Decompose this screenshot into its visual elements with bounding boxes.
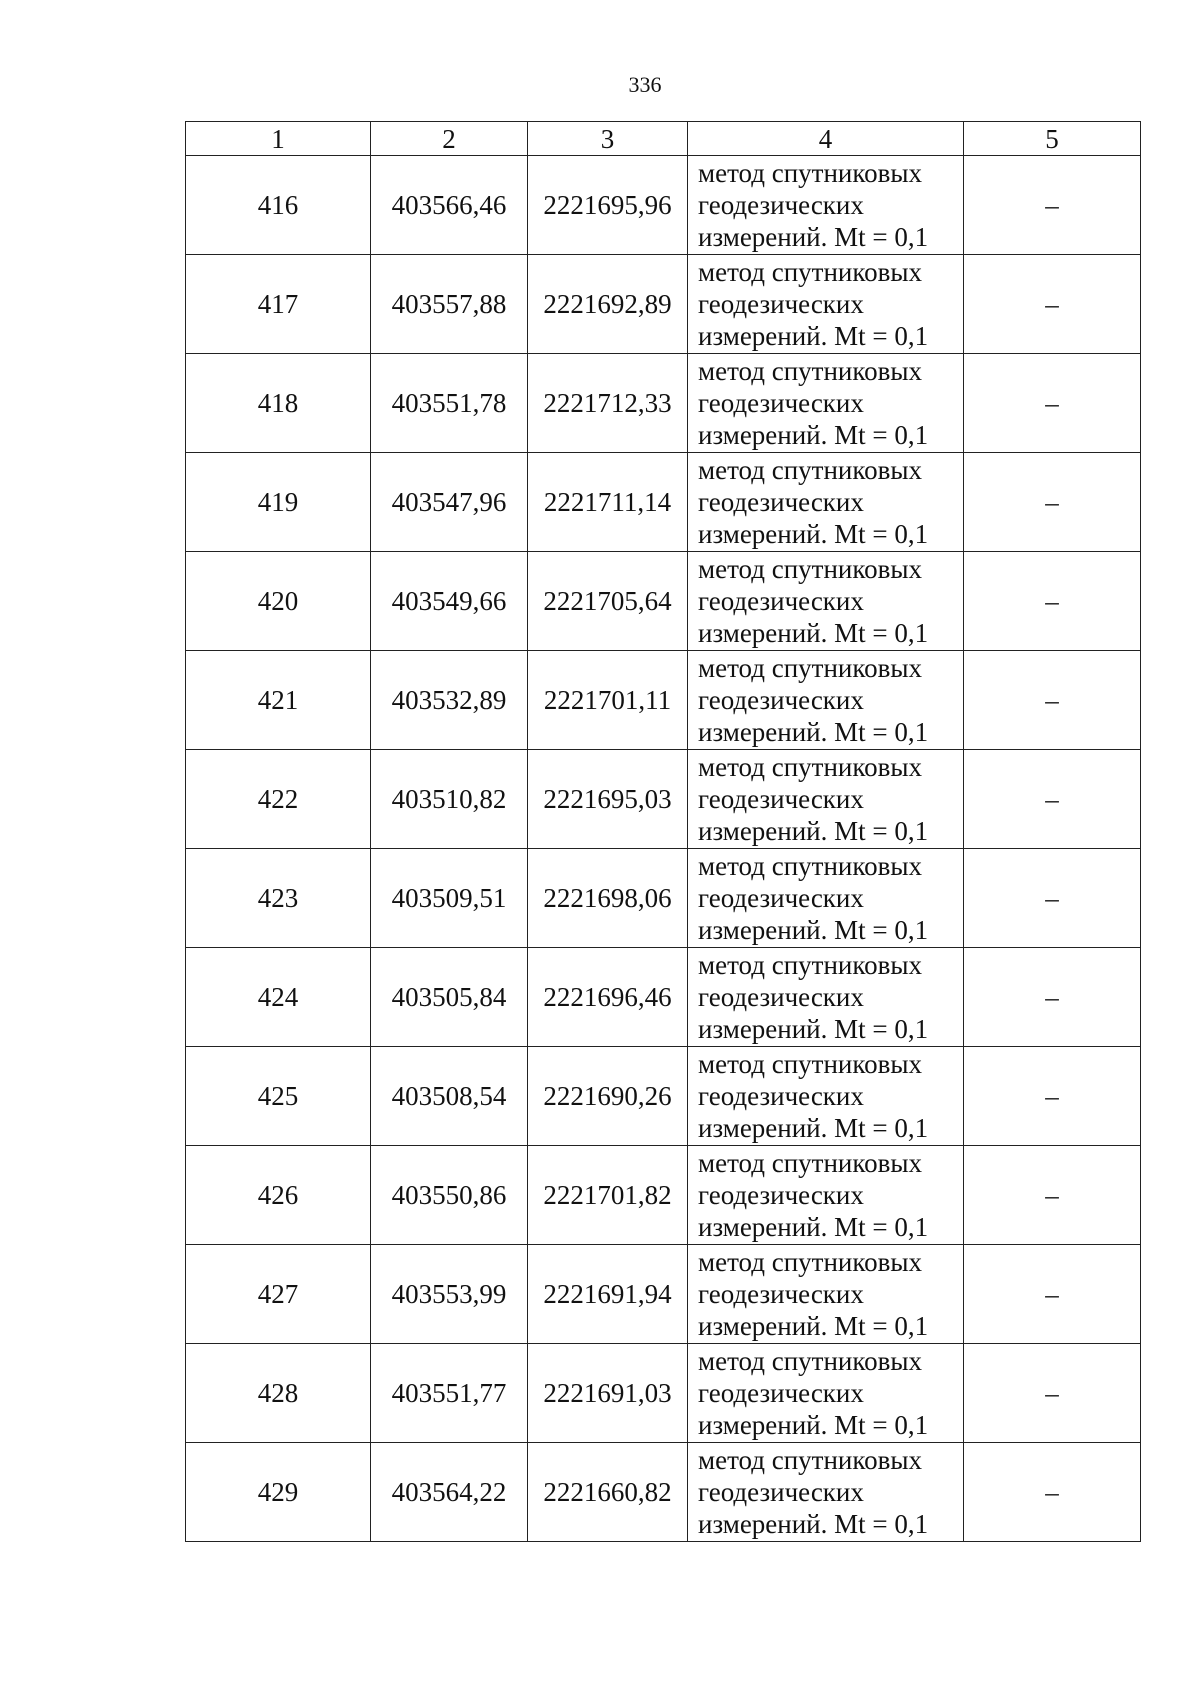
table-row	[186, 1245, 1141, 1344]
method-text-line: геодезических	[698, 982, 864, 1012]
method-text-line: геодезических	[698, 784, 864, 814]
method-cell	[688, 156, 964, 255]
table-header-row	[186, 122, 1141, 156]
note-cell: –	[964, 849, 1141, 948]
x-coordinate-cell: 403550,86	[371, 1146, 528, 1245]
method-cell	[688, 453, 964, 552]
coordinates-table	[185, 121, 1141, 1542]
method-text-line: метод спутниковых	[698, 653, 922, 683]
method-text-line: измерений. Mt = 0,1	[698, 420, 929, 450]
method-text-line: метод спутниковых	[698, 356, 922, 386]
method-text-line: геодезических	[698, 1279, 864, 1309]
note-cell: –	[964, 453, 1141, 552]
table-row	[186, 1146, 1141, 1245]
y-coordinate-cell: 2221692,89	[528, 255, 688, 354]
table-row	[186, 156, 1141, 255]
point-number-cell: 428	[186, 1344, 371, 1443]
y-coordinate-cell: 2221691,03	[528, 1344, 688, 1443]
column-header: 5	[964, 122, 1141, 156]
y-coordinate-cell: 2221701,82	[528, 1146, 688, 1245]
point-number-cell: 419	[186, 453, 371, 552]
y-coordinate-cell: 2221701,11	[528, 651, 688, 750]
method-text-line: измерений. Mt = 0,1	[698, 321, 929, 351]
point-number-cell: 421	[186, 651, 371, 750]
page-number: 336	[628, 72, 662, 97]
method-text-line: метод спутниковых	[698, 1148, 922, 1178]
x-coordinate-cell: 403557,88	[371, 255, 528, 354]
y-coordinate-cell: 2221691,94	[528, 1245, 688, 1344]
note-cell: –	[964, 750, 1141, 849]
method-text-line: метод спутниковых	[698, 455, 922, 485]
point-number-cell: 424	[186, 948, 371, 1047]
method-cell	[688, 750, 964, 849]
table-row	[186, 849, 1141, 948]
method-cell	[688, 1047, 964, 1146]
table-row	[186, 255, 1141, 354]
point-number-cell: 417	[186, 255, 371, 354]
point-number-cell: 423	[186, 849, 371, 948]
y-coordinate-cell: 2221695,96	[528, 156, 688, 255]
note-cell: –	[964, 948, 1141, 1047]
table-row	[186, 750, 1141, 849]
method-text-line: измерений. Mt = 0,1	[698, 618, 929, 648]
column-header: 2	[371, 122, 528, 156]
method-cell	[688, 1344, 964, 1443]
table-row	[186, 948, 1141, 1047]
note-cell: –	[964, 1443, 1141, 1542]
table-row	[186, 453, 1141, 552]
x-coordinate-cell: 403508,54	[371, 1047, 528, 1146]
method-text-line: метод спутниковых	[698, 1049, 922, 1079]
method-cell	[688, 1146, 964, 1245]
table-row	[186, 1443, 1141, 1542]
method-text-line: геодезических	[698, 1081, 864, 1111]
x-coordinate-cell: 403509,51	[371, 849, 528, 948]
table-row	[186, 651, 1141, 750]
x-coordinate-cell: 403564,22	[371, 1443, 528, 1542]
point-number-cell: 427	[186, 1245, 371, 1344]
method-cell	[688, 552, 964, 651]
method-text-line: геодезических	[698, 1477, 864, 1507]
method-text-line: измерений. Mt = 0,1	[698, 222, 929, 252]
y-coordinate-cell: 2221698,06	[528, 849, 688, 948]
method-text-line: метод спутниковых	[698, 752, 922, 782]
note-cell: –	[964, 156, 1141, 255]
x-coordinate-cell: 403551,78	[371, 354, 528, 453]
method-text-line: метод спутниковых	[698, 554, 922, 584]
point-number-cell: 426	[186, 1146, 371, 1245]
method-text-line: метод спутниковых	[698, 1445, 922, 1475]
y-coordinate-cell: 2221705,64	[528, 552, 688, 651]
method-text-line: геодезических	[698, 190, 864, 220]
method-cell	[688, 849, 964, 948]
y-coordinate-cell: 2221712,33	[528, 354, 688, 453]
method-text-line: геодезических	[698, 388, 864, 418]
method-cell	[688, 1245, 964, 1344]
note-cell: –	[964, 1047, 1141, 1146]
column-header: 1	[186, 122, 371, 156]
method-text-line: метод спутниковых	[698, 158, 922, 188]
x-coordinate-cell: 403505,84	[371, 948, 528, 1047]
point-number-cell: 429	[186, 1443, 371, 1542]
method-cell	[688, 948, 964, 1047]
x-coordinate-cell: 403551,77	[371, 1344, 528, 1443]
table-row	[186, 1344, 1141, 1443]
table-row	[186, 552, 1141, 651]
method-text-line: геодезических	[698, 487, 864, 517]
method-text-line: геодезических	[698, 1378, 864, 1408]
method-text-line: геодезических	[698, 883, 864, 913]
note-cell: –	[964, 255, 1141, 354]
column-header: 3	[528, 122, 688, 156]
y-coordinate-cell: 2221696,46	[528, 948, 688, 1047]
method-text-line: геодезических	[698, 289, 864, 319]
method-text-line: геодезических	[698, 685, 864, 715]
method-text-line: метод спутниковых	[698, 257, 922, 287]
method-text-line: геодезических	[698, 586, 864, 616]
column-header: 4	[688, 122, 964, 156]
x-coordinate-cell: 403532,89	[371, 651, 528, 750]
table-row	[186, 1047, 1141, 1146]
method-text-line: измерений. Mt = 0,1	[698, 816, 929, 846]
note-cell: –	[964, 1245, 1141, 1344]
table-row	[186, 354, 1141, 453]
point-number-cell: 420	[186, 552, 371, 651]
point-number-cell: 425	[186, 1047, 371, 1146]
y-coordinate-cell: 2221690,26	[528, 1047, 688, 1146]
point-number-cell: 422	[186, 750, 371, 849]
method-cell	[688, 354, 964, 453]
method-cell	[688, 255, 964, 354]
method-text-line: метод спутниковых	[698, 851, 922, 881]
method-text-line: измерений. Mt = 0,1	[698, 519, 929, 549]
note-cell: –	[964, 354, 1141, 453]
x-coordinate-cell: 403510,82	[371, 750, 528, 849]
method-text-line: измерений. Mt = 0,1	[698, 1014, 929, 1044]
x-coordinate-cell: 403547,96	[371, 453, 528, 552]
method-text-line: измерений. Mt = 0,1	[698, 717, 929, 747]
method-cell	[688, 1443, 964, 1542]
method-text-line: измерений. Mt = 0,1	[698, 915, 929, 945]
x-coordinate-cell: 403566,46	[371, 156, 528, 255]
method-text-line: метод спутниковых	[698, 1247, 922, 1277]
method-text-line: геодезических	[698, 1180, 864, 1210]
y-coordinate-cell: 2221695,03	[528, 750, 688, 849]
note-cell: –	[964, 651, 1141, 750]
method-text-line: измерений. Mt = 0,1	[698, 1311, 929, 1341]
method-text-line: измерений. Mt = 0,1	[698, 1509, 929, 1539]
note-cell: –	[964, 552, 1141, 651]
method-cell	[688, 651, 964, 750]
method-text-line: метод спутниковых	[698, 950, 922, 980]
x-coordinate-cell: 403549,66	[371, 552, 528, 651]
note-cell: –	[964, 1344, 1141, 1443]
method-text-line: метод спутниковых	[698, 1346, 922, 1376]
method-text-line: измерений. Mt = 0,1	[698, 1410, 929, 1440]
point-number-cell: 416	[186, 156, 371, 255]
x-coordinate-cell: 403553,99	[371, 1245, 528, 1344]
y-coordinate-cell: 2221711,14	[528, 453, 688, 552]
y-coordinate-cell: 2221660,82	[528, 1443, 688, 1542]
note-cell: –	[964, 1146, 1141, 1245]
method-text-line: измерений. Mt = 0,1	[698, 1113, 929, 1143]
method-text-line: измерений. Mt = 0,1	[698, 1212, 929, 1242]
point-number-cell: 418	[186, 354, 371, 453]
